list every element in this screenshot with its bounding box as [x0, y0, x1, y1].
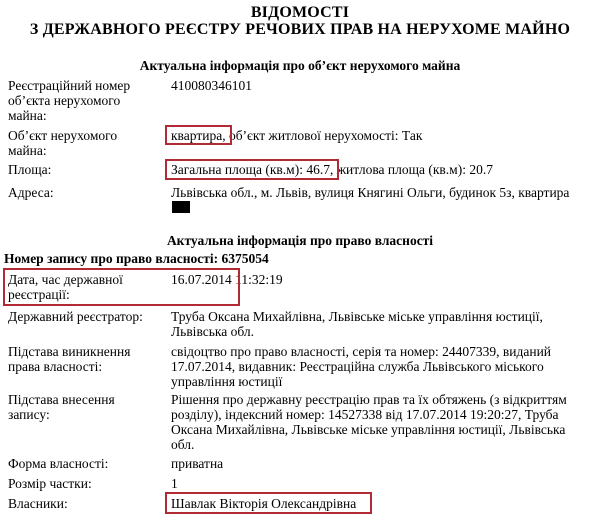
object-value	[171, 128, 591, 143]
document-subtitle: З ДЕРЖАВНОГО РЕЄСТРУ РЕЧОВИХ ПРАВ НА НЕРУХОМЕ МАЙНО	[29, 21, 571, 38]
registrar-label: Державний реєстратор:	[8, 309, 143, 324]
area-value	[171, 162, 591, 177]
basis-origin-label: Підстава виникнення права власності:	[8, 344, 131, 374]
document-title: ВІДОМОСТІ	[250, 4, 350, 21]
date-value: 16.07.2014 11:32:19	[171, 272, 283, 287]
address-label: Адреса:	[8, 185, 54, 200]
redaction-block	[172, 201, 190, 213]
basis-entry-label: Підстава внесення запису:	[8, 392, 115, 422]
owners-value: Шавлак Вікторія Олександрівна	[171, 496, 357, 511]
address-value: Львівська обл., м. Львів, вулиця Княгині Ольги, будинок 5з, квартира	[171, 185, 570, 200]
date-label: Дата, час державної реєстрації:	[8, 272, 123, 302]
object-type: квартира	[171, 128, 223, 143]
registrar-value: Труба Оксана Михайлівна, Львівське міське управління юстиції, Львівська обл.	[171, 309, 543, 339]
form-value: приватна	[171, 456, 224, 471]
share-label: Розмір частки:	[8, 476, 92, 491]
basis-entry-value: Рішення про державну реєстрацію прав та їх обтяжень (з відкриттям розділу), індексний номер: 14527338 від 17.07.2014 19:20:27, Труба Оксана Михайлівна, Львівське міське управління юстиції, Львівська обл.	[171, 392, 567, 452]
living-area: , житлова площа (кв.м): 20.7	[329, 162, 493, 177]
area-label: Площа:	[8, 162, 52, 177]
object-residential: , об’єкт житлової нерухомості: Так	[222, 128, 423, 143]
object-section-heading: Актуальна інформація про об’єкт нерухомого майна	[139, 58, 461, 73]
total-area: Загальна площа (кв.м): 46.7	[171, 162, 330, 177]
record-number: Номер запису про право власності: 6375054	[4, 251, 269, 266]
share-value: 1	[171, 476, 178, 491]
owners-label: Власники:	[8, 496, 68, 511]
form-label: Форма власності:	[8, 456, 109, 471]
object-label: Об’єкт нерухомого майна:	[8, 128, 118, 158]
ownership-section-heading: Актуальна інформація про право власності	[166, 233, 434, 248]
reg-number-label: Реєстраційний номер об’єкта нерухомого майна:	[8, 78, 131, 123]
basis-origin-value: свідоцтво про право власності, серія та номер: 24407339, виданий 17.07.2014, видавник: Реєстраційна служба Львівського міського управління юстиції	[171, 344, 552, 389]
reg-number-value: 410080346101	[171, 78, 252, 93]
